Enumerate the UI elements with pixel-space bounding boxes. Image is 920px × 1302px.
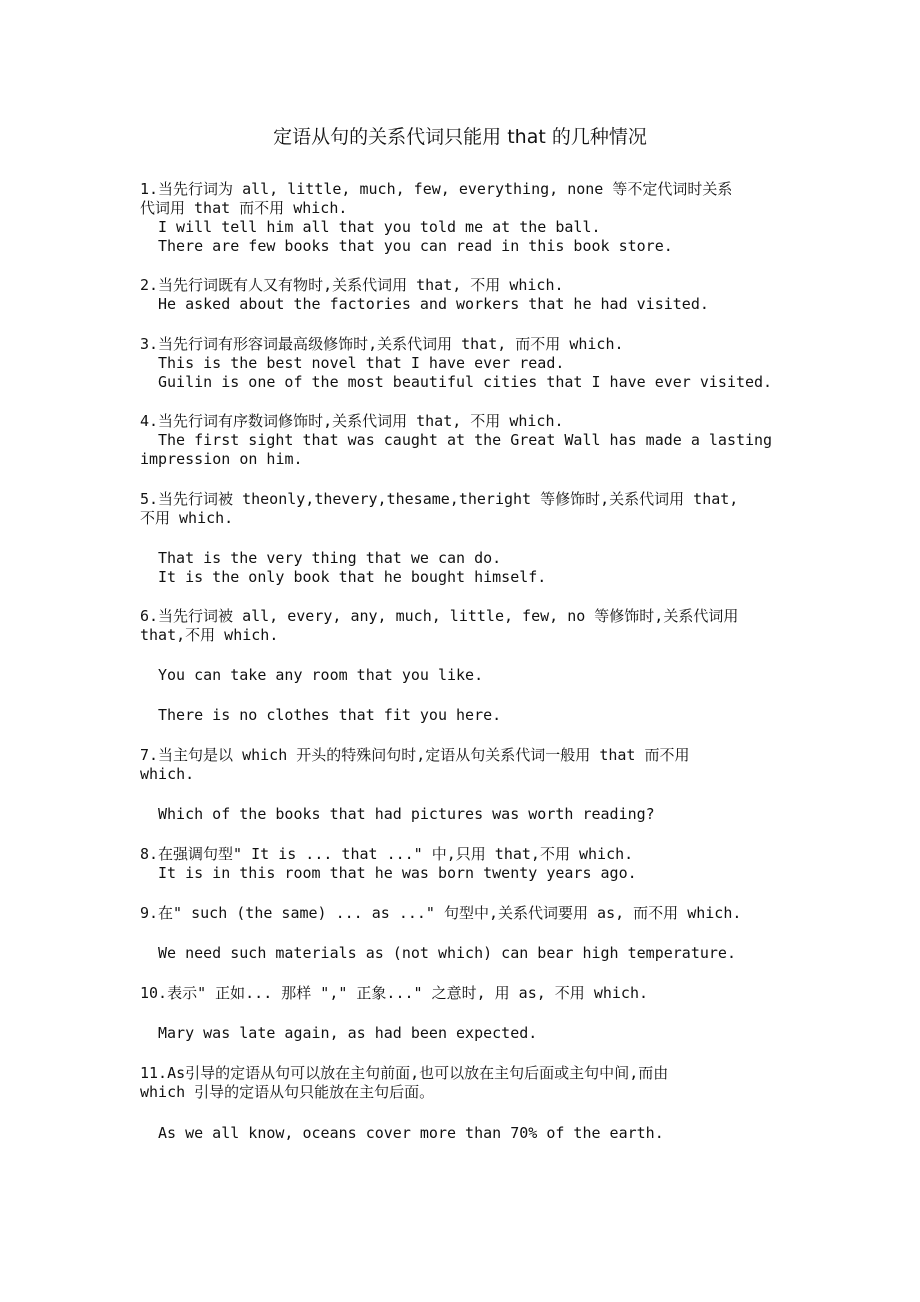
example-sentence: Which of the books that had pictures was worth reading? — [158, 805, 655, 823]
example-continuation: impression on him. — [140, 450, 303, 468]
rule-heading: 4.当先行词有序数词修饰时,关系代词用 that, 不用 which. — [140, 412, 564, 430]
rule-heading: 代词用 that 而不用 which. — [140, 199, 348, 217]
rule-heading: 5.当先行词被 theonly,thevery,thesame,theright 等修饰时,关系代词用 that, — [140, 490, 739, 508]
rule-heading: 9.在" such (the same) ... as ..." 句型中,关系代词要用 as, 而不用 which. — [140, 904, 742, 922]
example-sentence: Mary was late again, as had been expected. — [158, 1024, 538, 1042]
rule-heading: 2.当先行词既有人又有物时,关系代词用 that, 不用 which. — [140, 276, 564, 294]
rule-heading: 不用 which. — [140, 509, 234, 527]
rule-heading: 3.当先行词有形容词最高级修饰时,关系代词用 that, 而不用 which. — [140, 335, 624, 353]
example-sentence: There is no clothes that fit you here. — [158, 706, 502, 724]
example-sentence: He asked about the factories and workers that he had visited. — [158, 295, 709, 313]
example-sentence: We need such materials as (not which) can bear high temperature. — [158, 944, 736, 962]
example-sentence: This is the best novel that I have ever read. — [158, 354, 565, 372]
rule-heading: 8.在强调句型" It is ... that ..." 中,只用 that,不用 which. — [140, 845, 634, 863]
example-sentence: That is the very thing that we can do. — [158, 549, 502, 567]
rule-heading: 7.当主句是以 which 开头的特殊问句时,定语从句关系代词一般用 that 而不用 — [140, 746, 690, 764]
rule-heading: that,不用 which. — [140, 626, 279, 644]
example-sentence: It is the only book that he bought himself. — [158, 568, 547, 586]
rule-heading: 11.As引导的定语从句可以放在主句前面,也可以放在主句后面或主句中间,而由 — [140, 1064, 669, 1082]
example-sentence: As we all know, oceans cover more than 70% of the earth. — [158, 1124, 664, 1142]
document-title: 定语从句的关系代词只能用 that 的几种情况 — [273, 126, 647, 148]
example-sentence: There are few books that you can read in this book store. — [158, 237, 673, 255]
example-sentence: Guilin is one of the most beautiful cities that I have ever visited. — [158, 373, 773, 391]
example-sentence: The first sight that was caught at the Great Wall has made a lasting — [158, 431, 773, 449]
example-sentence: You can take any room that you like. — [158, 666, 484, 684]
rule-heading: 1.当先行词为 all, little, much, few, everything, none 等不定代词时关系 — [140, 180, 733, 198]
example-sentence: I will tell him all that you told me at the ball. — [158, 218, 601, 236]
rule-heading: which. — [140, 765, 195, 783]
rule-heading: 10.表示" 正如... 那样 "," 正象..." 之意时, 用 as, 不用 which. — [140, 984, 649, 1002]
rule-heading: which 引导的定语从句只能放在主句后面。 — [140, 1083, 435, 1101]
rule-heading: 6.当先行词被 all, every, any, much, little, few, no 等修饰时,关系代词用 — [140, 607, 739, 625]
example-sentence: It is in this room that he was born twenty years ago. — [158, 864, 637, 882]
